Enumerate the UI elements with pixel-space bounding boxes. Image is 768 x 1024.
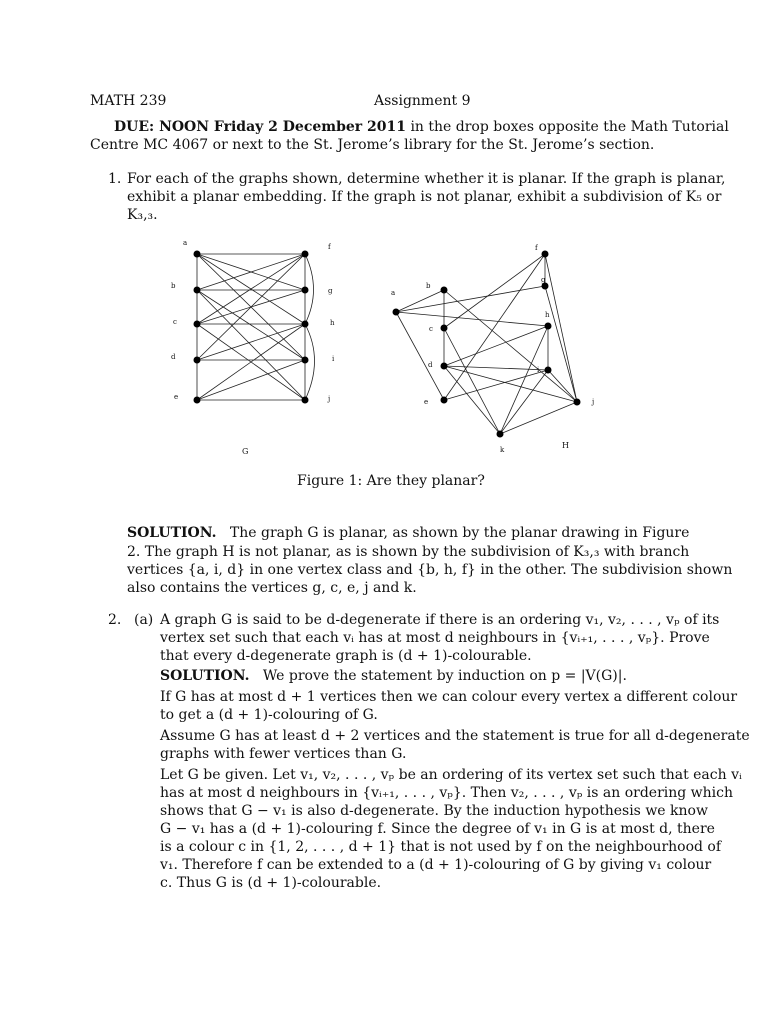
graph-h-vertices — [393, 251, 581, 438]
solution-1-label: SOLUTION. — [127, 525, 217, 541]
g-label-i: i — [332, 355, 335, 363]
q2-para1-line-1: If G has at most d + 1 vertices then we can colour every vertex a different colour — [160, 689, 738, 705]
due-location: in the drop boxes opposite the Math Tutorial — [406, 119, 729, 135]
h-label-k: k — [500, 446, 505, 454]
h-label-e: e — [424, 398, 429, 406]
q2-line-1: A graph G is said to be d-degenerate if there is an ordering v₁, v₂, . . . , vₚ of its — [160, 612, 720, 628]
q2-para3-line-6: v₁. Therefore f can be extended to a (d + 1)-colouring of G by giving v₁ colour — [160, 857, 712, 873]
q2-para1-line-2: to get a (d + 1)-colouring of G. — [160, 707, 378, 723]
g-label-a: a — [183, 239, 188, 247]
h-label-d: d — [428, 361, 433, 369]
h-label-j: j — [592, 398, 595, 406]
h-label-c: c — [429, 325, 433, 333]
g-label-h: h — [330, 319, 335, 327]
h-label-a: a — [391, 289, 396, 297]
q2-para3-line-2: has at most d neighbours in {vᵢ₊₁, . . . , vₚ}. Then v₂, . . . , vₚ is an ordering which — [160, 785, 734, 801]
q2-para2-line-2: graphs with fewer vertices than G. — [160, 746, 407, 762]
g-label-b: b — [171, 282, 176, 290]
g-label-c: c — [173, 318, 177, 326]
figure-1 — [0, 230, 768, 470]
q2-para3-line-3: shows that G − v₁ is also d-degenerate. By the induction hypothesis we know — [160, 803, 708, 819]
figure-caption: Figure 1: Are they planar? — [297, 473, 485, 489]
g-label-e: e — [174, 393, 179, 401]
q2-para3-line-1: Let G be given. Let v₁, v₂, . . . , vₚ be an ordering of its vertex set such that each vᵢ — [160, 767, 742, 783]
q1-line-1: For each of the graphs shown, determine whether it is planar. If the graph is planar, — [127, 171, 726, 187]
due-date: DUE: NOON Friday 2 December 2011 — [114, 119, 406, 135]
q2-number: 2. — [108, 612, 122, 628]
graph-g-vertices — [194, 251, 309, 404]
graph-g — [197, 254, 315, 400]
h-label-b: b — [426, 282, 431, 290]
q2-solution-line — [160, 667, 627, 686]
graph-h-labels — [391, 244, 594, 454]
solution-1-text-1: The graph G is planar, as shown by the planar drawing in Figure — [229, 525, 690, 541]
due-line-2: Centre MC 4067 or next to the St. Jerome’s library for the St. Jerome’s section. — [90, 137, 655, 153]
q2-line-3: that every d-degenerate graph is (d + 1)-colourable. — [160, 648, 532, 664]
g-label-f: f — [328, 243, 331, 251]
q2-para2-line-1: Assume G has at least d + 2 vertices and the statement is true for all d-degenerate — [160, 728, 750, 744]
q1-line-2: exhibit a planar embedding. If the graph is not planar, exhibit a subdivision of K₅ or — [127, 189, 722, 205]
graph-h-name: H — [562, 441, 569, 450]
q2-part-a: (a) — [134, 612, 154, 628]
h-label-h: h — [545, 311, 550, 319]
graph-g-name: G — [242, 447, 249, 456]
q1-number: 1. — [108, 171, 122, 187]
q1-line-3: K₃,₃. — [127, 207, 158, 223]
solution-1-line-2: 2. The graph H is not planar, as is shown by the subdivision of K₃,₃ with branch — [127, 544, 690, 560]
h-label-f: f — [535, 244, 538, 252]
h-label-g: g — [541, 276, 546, 284]
q2-solution-label: SOLUTION. — [160, 668, 250, 684]
q2-solution-intro: We prove the statement by induction on p = |V(G)|. — [262, 668, 627, 684]
assignment-title: Assignment 9 — [374, 93, 471, 109]
solution-1-line-1 — [127, 524, 689, 543]
solution-1-line-3: vertices {a, i, d} in one vertex class and {b, h, f} in the other. The subdivision shown — [127, 562, 733, 578]
g-label-g: g — [328, 287, 333, 295]
graph-h — [396, 254, 577, 434]
q2-line-2: vertex set such that each vᵢ has at most d neighbours in {vᵢ₊₁, . . . , vₚ}. Prove — [160, 630, 710, 646]
q2-para3-line-5: is a colour c in {1, 2, . . . , d + 1} that is not used by f on the neighbourhood of — [160, 839, 722, 855]
solution-1-line-4: also contains the vertices g, c, e, j and k. — [127, 580, 417, 596]
course-code: MATH 239 — [90, 93, 167, 109]
g-label-d: d — [171, 353, 176, 361]
h-label-i: i — [537, 366, 540, 374]
q2-para3-line-7: c. Thus G is (d + 1)-colourable. — [160, 875, 382, 891]
due-line-1 — [114, 118, 729, 137]
q2-para3-line-4: G − v₁ has a (d + 1)-colouring f. Since the degree of v₁ in G is at most d, there — [160, 821, 715, 837]
g-label-j: j — [328, 395, 331, 403]
